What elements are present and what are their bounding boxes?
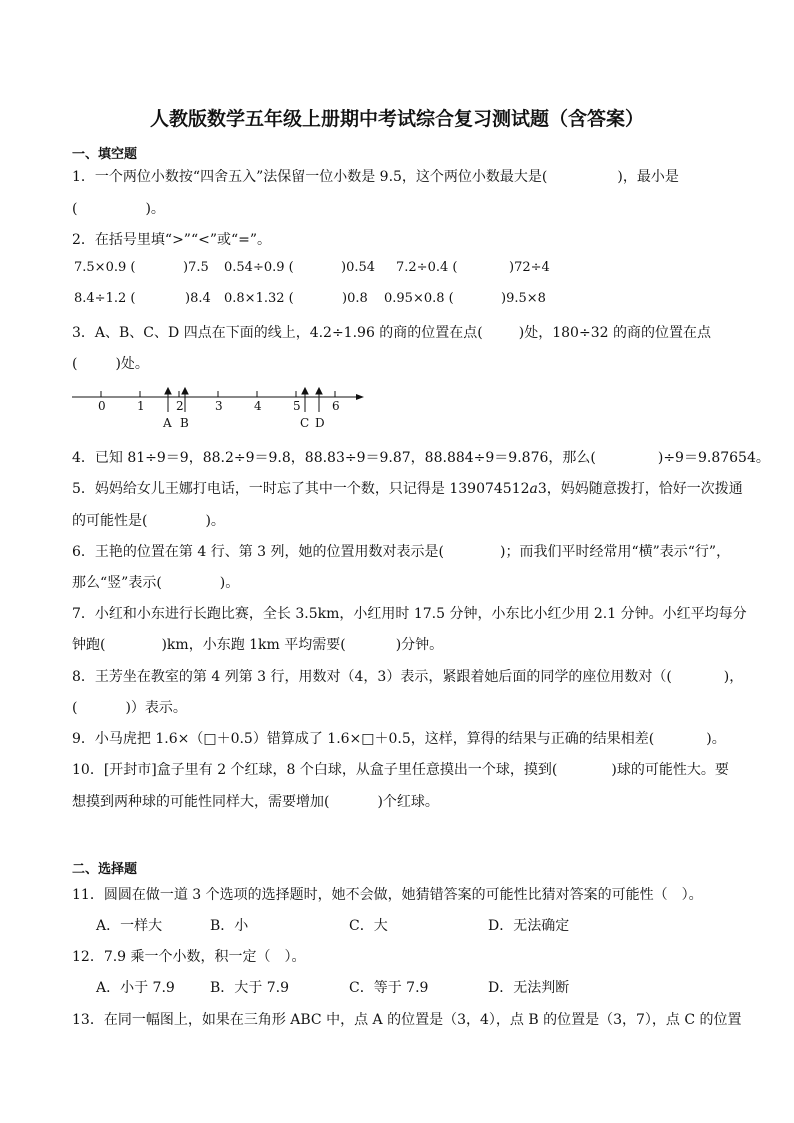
point-label-a: A bbox=[163, 416, 172, 430]
q4-text-b: )÷9＝9.87654。 bbox=[657, 450, 770, 466]
comparison-row-2 bbox=[74, 291, 554, 309]
expr: 8.4÷1.2 ( bbox=[74, 291, 136, 306]
q4-text-a: 4．已知 81÷9＝9，88.2÷9＝9.8，88.83÷9＝9.87，88.884÷9＝9.876，那么( bbox=[72, 450, 596, 466]
expr: )7.5 bbox=[183, 260, 209, 275]
question-6-line-1 bbox=[72, 541, 730, 561]
q1-text-c: ( bbox=[72, 201, 78, 217]
question-6-line-2 bbox=[72, 572, 239, 592]
question-8-line-2 bbox=[72, 697, 187, 717]
q5-text-d: )。 bbox=[205, 513, 225, 529]
q6-text-c: 那么“竖”表示( bbox=[72, 575, 162, 591]
expr: 7.5×0.9 ( bbox=[74, 260, 136, 275]
number-line-arrowhead bbox=[356, 394, 364, 400]
q7-text-b: 钟跑( bbox=[72, 637, 106, 653]
q11-option-d[interactable]: D．无法确定 bbox=[488, 918, 570, 934]
q8-text-c: ( bbox=[72, 700, 78, 716]
q3-text-a: 3．A、B、C、D 四点在下面的线上，4.2÷1.96 的商的位置在点( bbox=[72, 325, 483, 341]
expr: )0.8 bbox=[342, 291, 368, 306]
question-2-text: 2．在括号里填“>”“<”或“=”。 bbox=[72, 232, 272, 248]
comparison-row-1 bbox=[74, 260, 554, 278]
expr: 0.95×0.8 ( bbox=[384, 291, 454, 306]
q10-text-d: )个红球。 bbox=[377, 794, 439, 810]
q11-option-a[interactable]: A．一样大 bbox=[96, 918, 163, 934]
question-3-line-2 bbox=[72, 353, 149, 373]
point-label-c: C bbox=[300, 416, 310, 430]
question-5-line-1 bbox=[72, 478, 743, 498]
page-title: 人教版数学五年级上册期中考试综合复习测试题（含答案） bbox=[149, 108, 644, 130]
tick-label: 4 bbox=[254, 399, 262, 413]
question-13: 13．在同一幅图上，如果在三角形 ABC 中，点 A 的位置是（3，4），点 B 的位置是（3，7），点 C 的位置 bbox=[72, 1012, 742, 1028]
number-line-figure bbox=[70, 382, 370, 432]
question-10-line-1 bbox=[72, 759, 729, 779]
q7-text-d: )分钟。 bbox=[395, 637, 444, 653]
q1-text-b: )，最小是 bbox=[617, 169, 679, 185]
expr: )72÷4 bbox=[509, 260, 550, 275]
expr: 0.54÷0.9 ( bbox=[224, 260, 294, 275]
tick-label: 1 bbox=[137, 399, 145, 413]
q8-text-b: )， bbox=[723, 669, 744, 685]
expr: 0.8×1.32 ( bbox=[224, 291, 294, 306]
q8-text-d: )）表示。 bbox=[125, 700, 187, 716]
q11-option-b[interactable]: B．小 bbox=[210, 918, 249, 934]
q5-variable: a bbox=[529, 481, 538, 497]
q5-text-c: 的可能性是( bbox=[72, 513, 148, 529]
q3-text-d: )处。 bbox=[115, 356, 149, 372]
q8-text-a: 8．王芳坐在教室的第 4 列第 3 行，用数对（4，3）表示，紧跟着她后面的同学的座位用数对（( bbox=[72, 669, 672, 685]
q12-option-a[interactable]: A．小于 7.9 bbox=[96, 980, 175, 996]
question-1-line-1 bbox=[72, 166, 679, 186]
q5-text-b: 3，妈妈随意拨打，恰好一次拨通 bbox=[537, 481, 743, 497]
number-line-ticks bbox=[101, 391, 335, 397]
q1-text-d: )。 bbox=[145, 201, 165, 217]
tick-label: 0 bbox=[98, 399, 106, 413]
question-12: 12．7.9 乘一个小数，积一定（ ）。 bbox=[72, 949, 306, 965]
question-3-line-1 bbox=[72, 322, 711, 342]
question-9 bbox=[72, 728, 726, 748]
question-4 bbox=[72, 447, 770, 467]
q5-text-a: 5．妈妈给女儿王娜打电话，一时忘了其中一个数，只记得是 139074512 bbox=[72, 481, 530, 497]
q9-text-b: )。 bbox=[706, 731, 726, 747]
question-7-line-2 bbox=[72, 634, 443, 654]
tick-label: 2 bbox=[176, 399, 184, 413]
point-label-d: D bbox=[315, 416, 325, 430]
q10-text-a: 10．[开封市]盒子里有 2 个红球，8 个白球，从盒子里任意摸出一个球，摸到( bbox=[72, 762, 558, 778]
q1-text-a: 1．一个两位小数按“四舍五入”法保留一位小数是 9.5，这个两位小数最大是( bbox=[72, 169, 548, 185]
question-10-line-2 bbox=[72, 791, 439, 811]
q6-text-a: 6．王艳的位置在第 4 行、第 3 列，她的位置用数对表示是( bbox=[72, 544, 444, 560]
point-label-b: B bbox=[180, 416, 189, 430]
q10-text-b: )球的可能性大。要 bbox=[611, 762, 729, 778]
question-1-line-2 bbox=[72, 198, 165, 218]
section-heading-fill-in: 一、填空题 bbox=[72, 147, 138, 162]
q3-text-c: ( bbox=[72, 356, 78, 372]
q10-text-c: 想摸到两种球的可能性同样大，需要增加( bbox=[72, 794, 330, 810]
tick-label: 3 bbox=[215, 399, 223, 413]
question-5-line-2 bbox=[72, 510, 225, 530]
q12-option-c[interactable]: C．等于 7.9 bbox=[349, 980, 429, 996]
q3-text-b: )处，180÷32 的商的位置在点 bbox=[518, 325, 711, 341]
question-11: 11．圆圆在做一道 3 个选项的选择题时，她不会做，她猜错答案的可能性比猜对答案的可能性（ ）。 bbox=[72, 887, 703, 903]
expr: )9.5×8 bbox=[501, 291, 546, 306]
q7-text-c: )km，小东跑 1km 平均需要( bbox=[161, 637, 346, 653]
q6-text-b: )；而我们平时经常用“横”表示“行”， bbox=[499, 544, 731, 560]
tick-label: 6 bbox=[332, 399, 340, 413]
q6-text-d: )。 bbox=[219, 575, 240, 591]
q12-option-b[interactable]: B．大于 7.9 bbox=[210, 980, 290, 996]
q12-option-d[interactable]: D．无法判断 bbox=[488, 980, 570, 996]
section-heading-multiple-choice: 二、选择题 bbox=[72, 862, 138, 877]
q11-option-c[interactable]: C．大 bbox=[349, 918, 388, 934]
expr: )8.4 bbox=[185, 291, 211, 306]
expr: )0.54 bbox=[341, 260, 376, 275]
tick-label: 5 bbox=[293, 399, 301, 413]
question-8-line-1 bbox=[72, 666, 743, 686]
q9-text-a: 9．小马虎把 1.6×（□＋0.5）错算成了 1.6×□＋0.5，这样，算得的结果与正确的结果相差( bbox=[72, 731, 655, 747]
expr: 7.2÷0.4 ( bbox=[396, 260, 458, 275]
question-7-line-1: 7．小红和小东进行长跑比赛，全长 3.5km，小红用时 17.5 分钟，小东比小红少用 2.1 分钟。小红平均每分 bbox=[72, 606, 747, 622]
